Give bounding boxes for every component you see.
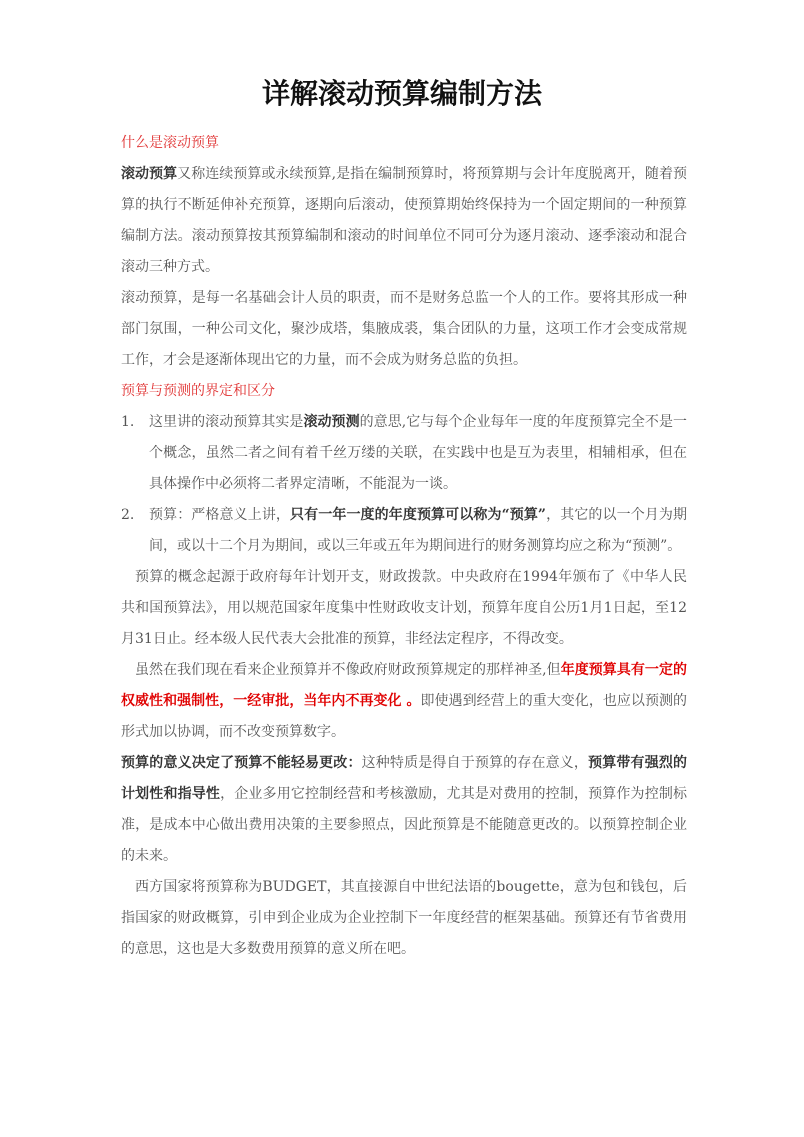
list-item-2 (121, 500, 687, 562)
paragraph-text: 虽然在我们现在看来企业预算并不像政府财政预算规定的那样神圣,但 (135, 662, 561, 678)
term-rolling-forecast: 滚动预测 (303, 414, 360, 430)
definition-text: 又称连续预算或永续预算,是指在编制预算时，将预算期与会计年度脱离开，随着预算的执行不断延伸补充预算，逐期向后滚动，使预算期始终保持为一个固定期间的一种预算编制方法。滚动预算按其预算编制和滚动的时间单位不同可分为逐月滚动、逐季滚动和混合滚动三种方式。 (121, 166, 687, 275)
document-body (121, 128, 687, 965)
list-text: 的意思,它与每个企业每年一度的年度预算完全不是一个概念，虽然二者之间有着千丝万缕的关联，在实践中也是互为表里，相辅相承，但在具体操作中必须将二者界定清晰，不能混为一谈。 (149, 414, 688, 492)
paragraph-text: 即使遇到经营上的重大变化，也应以预测的形式加以协调，而不改变预算数字。 (121, 693, 688, 740)
list-text: 这里讲的滚动预算其实是 (149, 414, 304, 430)
paragraph-text: 这种特质是得自于预算的存在意义， (361, 755, 589, 771)
paragraph-definition (121, 159, 687, 283)
emphasis-planning: 预算带有强烈的计划性和指导性 (121, 755, 688, 802)
paragraph-budget-meaning (121, 748, 687, 872)
emphasis-meaning: 预算的意义决定了预算不能轻易更改： (121, 755, 362, 771)
paragraph-budget-etymology: 西方国家将预算称为BUDGET，其直接源自中世纪法语的bougette，意为包和钱包，后指国家的财政概算，引申到企业成为企业控制下一年度经营的框架基础。预算还有节省费用的意思，这也是大多数费用预算的意义所在吧。 (121, 879, 687, 957)
paragraph-text: ，企业多用它控制经营和考核激励，尤其是对费用的控制，预算作为控制标准，是成本中心做出费用决策的主要参照点，因此预算是不能随意更改的。以预算控制企业的未来。 (121, 786, 687, 864)
list-text: 预算：严格意义上讲， (149, 507, 291, 523)
list-item-1 (121, 407, 687, 500)
paragraph-budget-authority (121, 655, 687, 748)
document-title: 详解滚动预算编制方法 (261, 77, 542, 110)
list-text: ，其它的以一个月为期间，或以十二个月为期间，或以三年或五年为期间进行的财务测算均应之称为“预测”。 (149, 507, 688, 554)
section-heading-budget-vs-forecast: 预算与预测的界定和区分 (121, 383, 275, 399)
term-rolling-budget: 滚动预算 (121, 166, 178, 182)
section-heading-what-is-rolling-budget: 什么是滚动预算 (121, 135, 219, 151)
paragraph-budget-origin: 预算的概念起源于政府每年计划开支，财政拨款。中央政府在1994年颁布了《中华人民共和国预算法》，用以规范国家年度集中性财政收支计划，预算年度自公历1月1日起，至12月31日止。经本级人民代表大会批准的预算，非经法定程序，不得改变。 (121, 569, 687, 647)
emphasis-authority: 年度预算具有一定的权威性和强制性，一经审批，当年内不再变化 。 (121, 662, 688, 709)
list-number: 1. (121, 414, 135, 430)
paragraph-responsibility: 滚动预算，是每一名基础会计人员的职责，而不是财务总监一个人的工作。要将其形成一种部门氛围，一种公司文化，聚沙成塔，集腋成裘，集合团队的力量，这项工作才会变成常规工作，才会是逐渐体现出它的力量，而不会成为财务总监的负担。 (121, 290, 687, 368)
emphasis-annual-budget: 只有一年一度的年度预算可以称为“预算” (290, 507, 546, 523)
list-number: 2. (121, 507, 135, 523)
